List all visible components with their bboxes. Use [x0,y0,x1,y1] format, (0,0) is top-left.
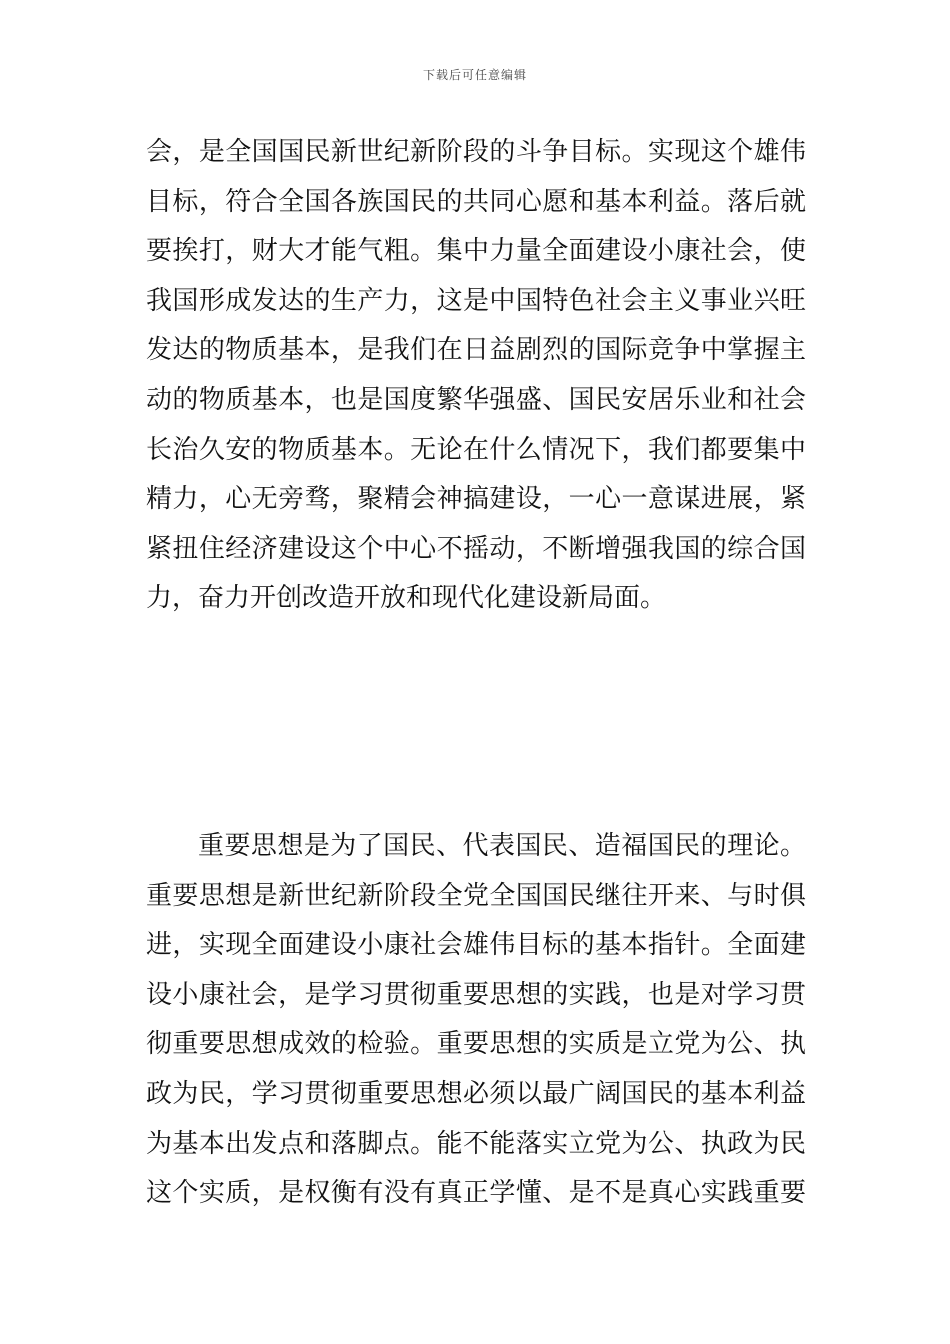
paragraph-line: 精力，心无旁骛，聚精会神搞建设，一心一意谋进展，紧 [146,484,806,515]
paragraph-line: 进，实现全面建设小康社会雄伟目标的基本指针。全面建 [146,930,806,961]
paragraph-line: 要挨打，财大才能气粗。集中力量全面建设小康社会，使 [146,236,806,267]
body-paragraph-1 [146,128,806,624]
paragraph-line: 重要思想是新世纪新阶段全党全国国民继往开来、与时俱 [146,880,806,911]
paragraph-line: 会，是全国国民新世纪新阶段的斗争目标。实现这个雄伟 [146,137,806,167]
paragraph-line: 目标，符合全国各族国民的共同心愿和基本利益。落后就 [146,186,806,217]
paragraph-line: 这个实质，是权衡有没有真正学懂、是不是真心实践重要 [146,1178,806,1209]
paragraph-line: 发达的物质基本，是我们在日益剧烈的国际竞争中掌握主 [146,335,806,366]
paragraph-line: 长治久安的物质基本。无论在什么情况下，我们都要集中 [146,434,806,465]
header-note: 下载后可任意编辑 [422,68,527,82]
paragraph-line: 设小康社会，是学习贯彻重要思想的实践，也是对学习贯 [146,979,806,1010]
paragraph-line: 彻重要思想成效的检验。重要思想的实质是立党为公、执 [146,1029,806,1060]
paragraph-line: 力，奋力开创改造开放和现代化建设新局面。 [146,583,667,614]
paragraph-line: 动的物质基本，也是国度繁华强盛、国民安居乐业和社会 [146,384,806,415]
paragraph-line: 为基本出发点和落脚点。能不能落实立党为公、执政为民 [146,1128,806,1159]
paragraph-line: 我国形成发达的生产力，这是中国特色社会主义事业兴旺 [146,285,806,316]
paragraph-line: 政为民，学习贯彻重要思想必须以最广阔国民的基本利益 [146,1078,806,1109]
body-paragraph-2 [146,822,806,1219]
paragraph-line: 重要思想是为了国民、代表国民、造福国民的理论。 [198,831,806,861]
paragraph-line: 紧扭住经济建设这个中心不摇动，不断增强我国的综合国 [146,533,806,564]
